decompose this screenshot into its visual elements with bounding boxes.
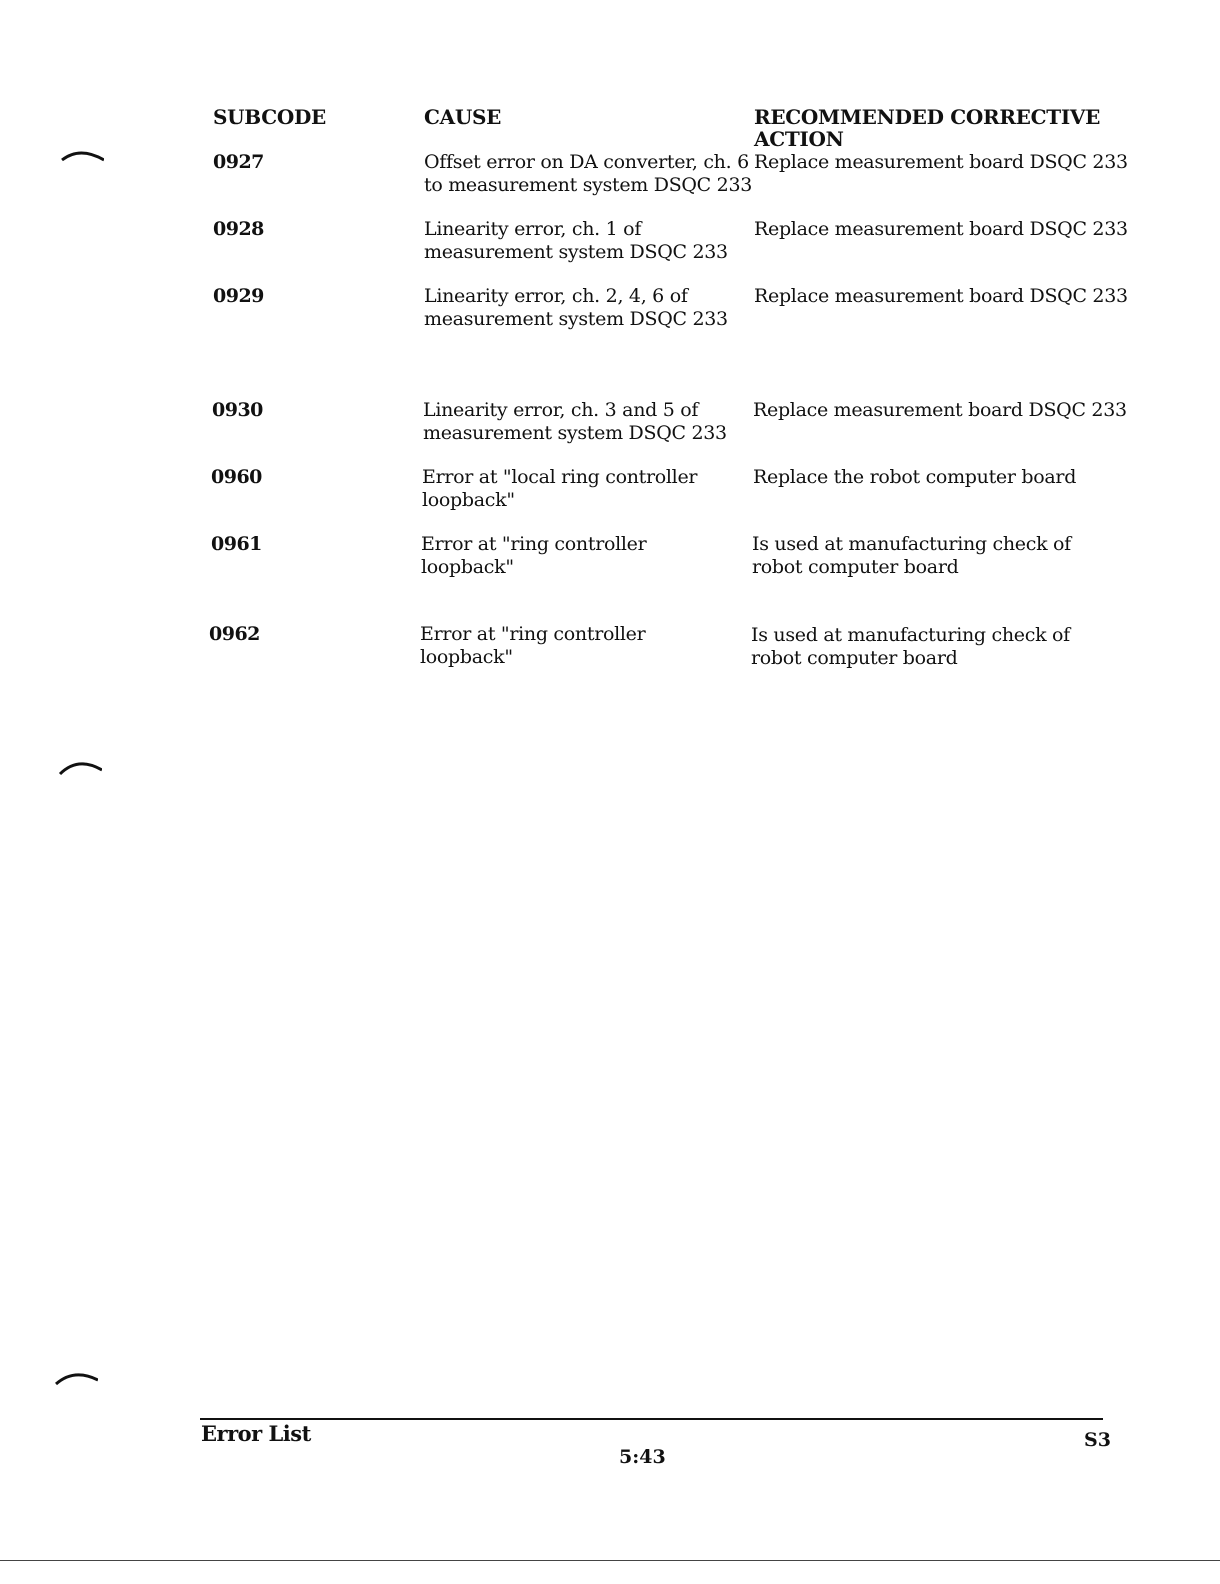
action-cell: [752, 533, 1071, 579]
subcode-cell: 0930: [212, 399, 263, 421]
header-action-line2: ACTION: [754, 127, 844, 151]
binder-hole-mark-icon: [60, 146, 104, 172]
cause-cell: [423, 399, 727, 445]
footer-edition: S3: [1084, 1429, 1111, 1451]
action-cell: [754, 218, 1128, 241]
cause-line: Error at "ring controller: [420, 623, 646, 645]
header-action: [754, 106, 1100, 150]
binder-hole-mark-icon: [58, 756, 102, 782]
header-action-line1: RECOMMENDED CORRECTIVE: [754, 105, 1101, 129]
cause-line: loopback": [422, 489, 515, 511]
cause-line: loopback": [420, 646, 513, 668]
header-subcode: SUBCODE: [213, 105, 326, 129]
subcode-cell: 0960: [211, 466, 262, 488]
action-line: Replace measurement board DSQC 233: [754, 285, 1128, 307]
cause-line: measurement system DSQC 233: [424, 241, 728, 263]
action-line: Replace measurement board DSQC 233: [754, 218, 1128, 240]
action-line: Replace measurement board DSQC 233: [753, 399, 1127, 421]
action-line: Is used at manufacturing check of: [752, 533, 1071, 555]
cause-line: Linearity error, ch. 3 and 5 of: [423, 399, 699, 421]
cause-line: Error at "local ring controller: [422, 466, 698, 488]
cause-cell: [424, 151, 752, 197]
footer-divider: [200, 1418, 1103, 1420]
cause-cell: [420, 623, 645, 669]
action-cell: [754, 151, 1128, 174]
action-cell: [754, 285, 1128, 308]
header-cause: CAUSE: [424, 105, 502, 129]
action-line: Replace measurement board DSQC 233: [754, 151, 1128, 173]
footer-section-title: Error List: [201, 1421, 311, 1446]
cause-line: Linearity error, ch. 2, 4, 6 of: [424, 285, 688, 307]
action-line: robot computer board: [751, 647, 958, 669]
cause-line: Linearity error, ch. 1 of: [424, 218, 642, 240]
cause-cell: [422, 466, 697, 512]
cause-line: measurement system DSQC 233: [424, 308, 728, 330]
action-cell: [751, 624, 1070, 670]
binder-hole-mark-icon: [54, 1366, 98, 1392]
subcode-cell: 0962: [209, 623, 260, 645]
subcode-cell: 0929: [213, 285, 264, 307]
cause-cell: [421, 533, 646, 579]
cause-line: measurement system DSQC 233: [423, 422, 727, 444]
cause-line: Error at "ring controller: [421, 533, 647, 555]
cause-cell: [424, 218, 728, 264]
action-cell: [753, 466, 1076, 489]
cause-line: Offset error on DA converter, ch. 6: [424, 151, 749, 173]
subcode-cell: 0961: [211, 533, 262, 555]
action-cell: [753, 399, 1127, 422]
cause-cell: [424, 285, 728, 331]
action-line: Replace the robot computer board: [753, 466, 1077, 488]
page-number: 5:43: [619, 1446, 666, 1468]
subcode-cell: 0928: [213, 218, 264, 240]
cause-line: to measurement system DSQC 233: [424, 174, 753, 196]
subcode-cell: 0927: [213, 151, 264, 173]
action-line: Is used at manufacturing check of: [751, 624, 1070, 646]
action-line: robot computer board: [752, 556, 959, 578]
cause-line: loopback": [421, 556, 514, 578]
scan-edge-line: [0, 1560, 1220, 1561]
